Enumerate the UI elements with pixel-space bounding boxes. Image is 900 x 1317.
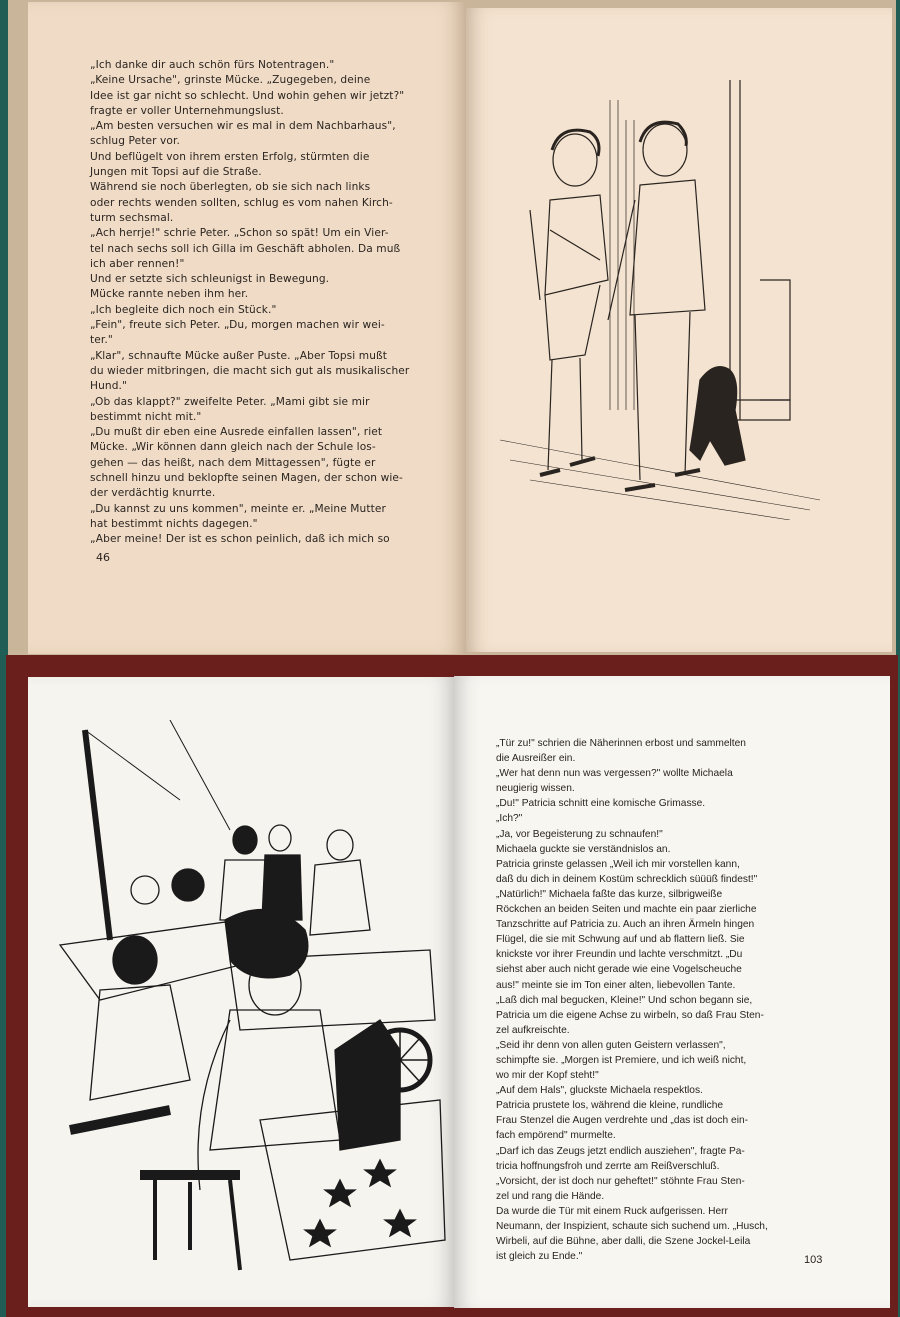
- page-46-text-line: „Du mußt dir eben eine Ausrede einfallen lassen", riet: [90, 426, 383, 439]
- page-46-text-line: gehen — das heißt, nach dem Mittagessen", fügte er: [90, 456, 376, 469]
- page-103-text-line: „Tür zu!" schrien die Näherinnen erbost und sammelten: [496, 738, 746, 749]
- page-46-text-line: Mücke. „Wir können dann gleich nach der Schule los-: [90, 441, 376, 454]
- page-46-text-line: „Klar", schnaufte Mücke außer Puste. „Aber Topsi mußt: [90, 349, 388, 362]
- page-103-text-line: ist gleich zu Ende.": [496, 1251, 583, 1263]
- page-103-text-line: „Ich?": [496, 813, 523, 825]
- page-103-text-line: „Seid ihr denn von allen guten Geistern verlassen",: [496, 1039, 726, 1051]
- page-103-text-line: wo mir der Kopf steht!": [496, 1070, 599, 1082]
- page-46-text-line: Mücke rannte neben ihm her.: [90, 288, 249, 301]
- page-46-text-line: „Am besten versuchen wir es mal in dem Nachbarhaus",: [90, 120, 396, 133]
- page-46-text-line: bestimmt nicht mit.": [90, 410, 202, 423]
- page-103-text-line: „Laß dich mal begucken, Kleine!" Und schon begann sie,: [496, 994, 753, 1006]
- page-103-text-line: siehst aber auch nicht gerade wie eine Vogelscheuche: [496, 964, 742, 976]
- page-103-text-line: Flügel, die sie mit Schwung auf und ab flattern ließ. Sie: [496, 934, 745, 946]
- page-46-text-line: „Fein", freute sich Peter. „Du, morgen machen wir wei-: [90, 319, 385, 332]
- page-46-text-line: „Ich danke dir auch schön fürs Notentragen.": [90, 59, 335, 71]
- page-103-text-line: Tanzschritte auf Patricia zu. Auch an ihren Ärmeln hingen: [496, 919, 755, 931]
- page-103-text-line: Wirbeli, auf die Bühne, aber dalli, die Szene Jockel-Leila: [496, 1236, 751, 1248]
- page-46-text-line: Während sie noch überlegten, ob sie sich nach links: [90, 181, 371, 194]
- page-46-text-line: turm sechsmal.: [90, 211, 174, 224]
- page-103-text-line: „Wer hat denn nun was vergessen?" wollte Michaela: [496, 768, 733, 780]
- page-103-text-line: Röckchen an beiden Seiten und machte ein paar zierliche: [496, 904, 757, 916]
- page-46-text-line: der verdächtig knurrte.: [90, 487, 216, 500]
- page-103-text-line: daß du dich in deinem Kostüm schrecklich süüüß findest!": [496, 873, 758, 885]
- page-103-text-line: „Darf ich das Zeugs jetzt endlich ausziehen", fragte Pa-: [496, 1145, 745, 1157]
- page-103-text-line: tricia hoffnungsfroh und zerrte am Reißverschluß.: [496, 1160, 720, 1172]
- page-46-text-line: Hund.": [90, 380, 127, 393]
- page-103-text-line: knickste vor ihrer Freundin und lachte verschmitzt. „Du: [496, 949, 743, 961]
- page-46-text-line: fragte er voller Unternehmungslust.: [90, 104, 284, 117]
- page-103-text-line: „Ja, vor Begeisterung zu schnaufen!": [496, 828, 663, 840]
- page-103-text-line: Patricia um die eigene Achse zu wirbeln, so daß Frau Sten-: [496, 1009, 764, 1021]
- page-103-text-line: die Ausreißer ein.: [496, 753, 576, 765]
- page-103-text-line: „Auf dem Hals", gluckste Michaela respektlos.: [496, 1085, 703, 1097]
- page-46-text-line: Und er setzte sich schleunigst in Bewegung.: [90, 273, 330, 286]
- page-103-text-line: Patricia prustete los, während die kleine, rundliche: [496, 1100, 724, 1112]
- page-46-text-line: hat bestimmt nichts dagegen.": [90, 517, 258, 530]
- page-103-text-line: Patricia grinste gelassen „Weil ich mir vorstellen kann,: [496, 858, 740, 870]
- page-46-text-line: „Du kannst zu uns kommen", meinte er. „Meine Mutter: [90, 502, 386, 515]
- page-103-text-line: „Natürlich!" Michaela faßte das kurze, silbrigweiße: [496, 888, 723, 900]
- illustration-two-boys-with-dog: [490, 80, 840, 520]
- page-103-text-line: schimpfte sie. „Morgen ist Premiere, und ich weiß nicht,: [496, 1054, 747, 1066]
- page-46-text-line: schnell hinzu und beklopfte seinen Magen, der schon wie-: [90, 472, 403, 485]
- page-103-text-line: Michaela guckte sie verständnislos an.: [496, 843, 671, 855]
- page-46-text-line: Jungen mit Topsi auf die Straße.: [90, 166, 262, 179]
- page-46-text-line: tel nach sechs soll ich Gilla im Geschäft abholen. Da muß: [90, 242, 401, 255]
- page-46-text-line: „Ach herrje!" schrie Peter. „Schon so spät! Um ein Vier-: [90, 227, 389, 240]
- page-46-text-line: Idee ist gar nicht so schlecht. Und wohin gehen wir jetzt?": [90, 89, 405, 102]
- page-103-text-line: „Du!" Patricia schnitt eine komische Grimasse.: [496, 798, 706, 810]
- page-103-text-line: fach empörend" murmelte.: [496, 1130, 616, 1142]
- page-103-text-line: zel aufkreischte.: [496, 1024, 570, 1036]
- page-46-text-line: „Keine Ursache", grinste Mücke. „Zugegeben, deine: [90, 74, 371, 87]
- page-46-text-line: Und beflügelt von ihrem ersten Erfolg, stürmten die: [90, 150, 370, 163]
- page-number-46: 46: [96, 551, 110, 564]
- page-103-text-line: Neumann, der Inspizient, schaute sich suchend um. „Husch,: [496, 1221, 768, 1232]
- page-103-text: [496, 736, 818, 1264]
- page-103-text-line: aus!" meinte sie im Ton einer alten, liebevollen Tante.: [496, 979, 736, 991]
- illustration-seamstresses-sewing-machine: [40, 720, 450, 1280]
- page-46-text-line: „Ob das klappt?" zweifelte Peter. „Mami gibt sie mir: [90, 395, 370, 408]
- page-46-text-line: du wieder mitbringen, die macht sich gut als musikalischer: [90, 364, 410, 377]
- page-103-text-line: Frau Stenzel die Augen verdrehte und „das ist doch ein-: [496, 1115, 749, 1127]
- page-46-text-line: schlug Peter vor.: [90, 135, 180, 148]
- page-103-text-line: Da wurde die Tür mit einem Ruck aufgerissen. Herr: [496, 1205, 728, 1217]
- page-103-text-line: zel und rang die Hände.: [496, 1190, 605, 1202]
- page-46-text: [90, 58, 440, 548]
- page-46-text-line: ich aber rennen!": [90, 257, 185, 270]
- page-number-103: 103: [804, 1254, 823, 1266]
- page-103-text-line: „Vorsicht, der ist doch nur geheftet!" stöhnte Frau Sten-: [496, 1175, 745, 1187]
- page-46-text-line: „Ich begleite dich noch ein Stück.": [90, 303, 277, 316]
- page-103-text-line: neugierig wissen.: [496, 783, 575, 795]
- page-46-text-line: ter.": [90, 334, 113, 347]
- page-46-text-line: „Aber meine! Der ist es schon peinlich, daß ich mich so: [90, 533, 390, 546]
- page-46-text-line: oder rechts wenden sollten, schlug es vom nahen Kirch-: [90, 196, 393, 209]
